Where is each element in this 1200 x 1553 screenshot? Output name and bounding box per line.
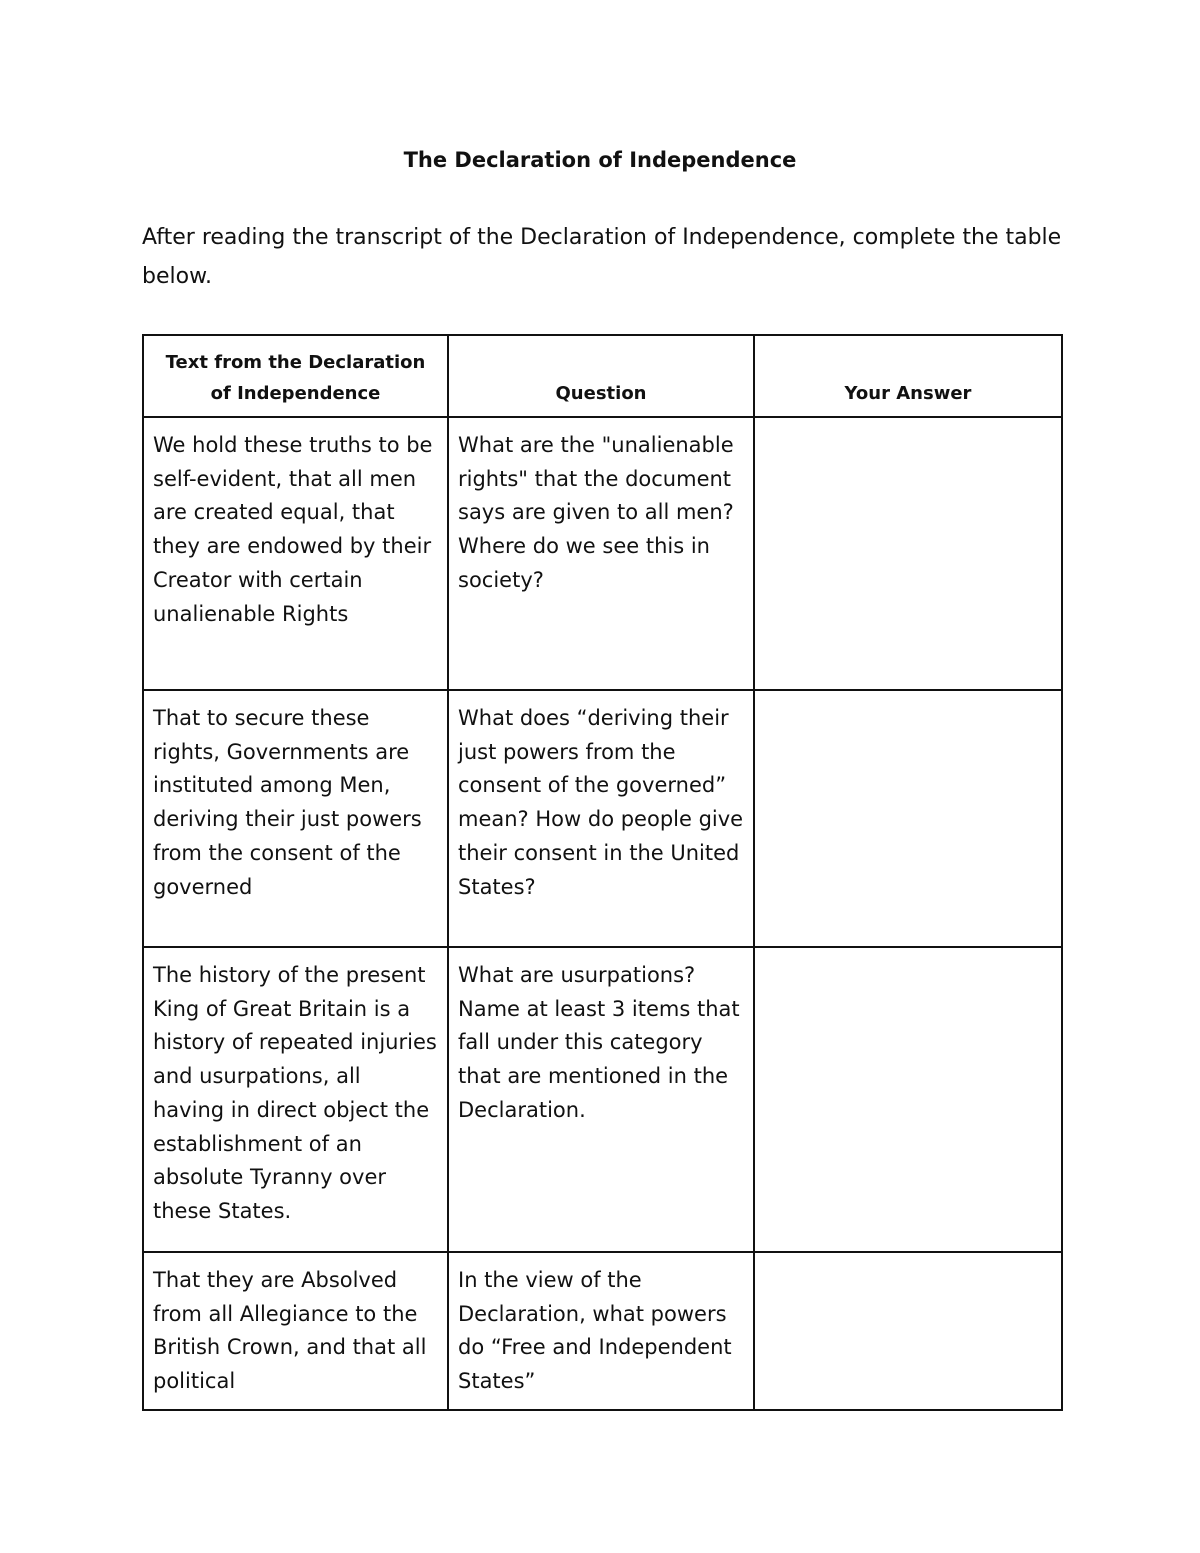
question-cell: What are the "unalienable rights" that the document says are given to all men? Where do we see this in society?: [448, 417, 754, 690]
table-row: [143, 417, 1062, 690]
question-cell: What does “deriving their just powers from the consent of the governed” mean? How do people give their consent in the United States?: [448, 690, 754, 947]
answer-cell[interactable]: [754, 690, 1062, 947]
page-title: The Declaration of Independence: [403, 148, 797, 172]
answer-cell[interactable]: [754, 1252, 1062, 1410]
worksheet-table: [142, 334, 1063, 1411]
question-cell: What are usurpations? Name at least 3 items that fall under this category that are mentioned in the Declaration.: [448, 947, 754, 1252]
header-text-column: Text from the Declaration of Independence: [143, 335, 448, 417]
table-row: [143, 947, 1062, 1252]
header-question-column: Question: [448, 335, 754, 417]
table-row: [143, 1252, 1062, 1410]
table-header-row: [143, 335, 1062, 417]
instructions-text: After reading the transcript of the Declaration of Independence, complete the table below.: [142, 225, 1062, 289]
question-cell: In the view of the Declaration, what powers do “Free and Independent States”: [448, 1252, 754, 1410]
declaration-text-cell: That they are Absolved from all Allegiance to the British Crown, and that all political: [143, 1252, 448, 1410]
declaration-text-cell: That to secure these rights, Governments are instituted among Men, deriving their just powers from the consent of the governed: [143, 690, 448, 947]
answer-cell[interactable]: [754, 417, 1062, 690]
answer-cell[interactable]: [754, 947, 1062, 1252]
header-answer-column: Your Answer: [754, 335, 1062, 417]
declaration-text-cell: The history of the present King of Great Britain is a history of repeated injuries and usurpations, all having in direct object the establishment of an absolute Tyranny over these States.: [143, 947, 448, 1252]
table-row: [143, 690, 1062, 947]
declaration-text-cell: We hold these truths to be self-evident, that all men are created equal, that they are endowed by their Creator with certain unalienable Rights: [143, 417, 448, 690]
